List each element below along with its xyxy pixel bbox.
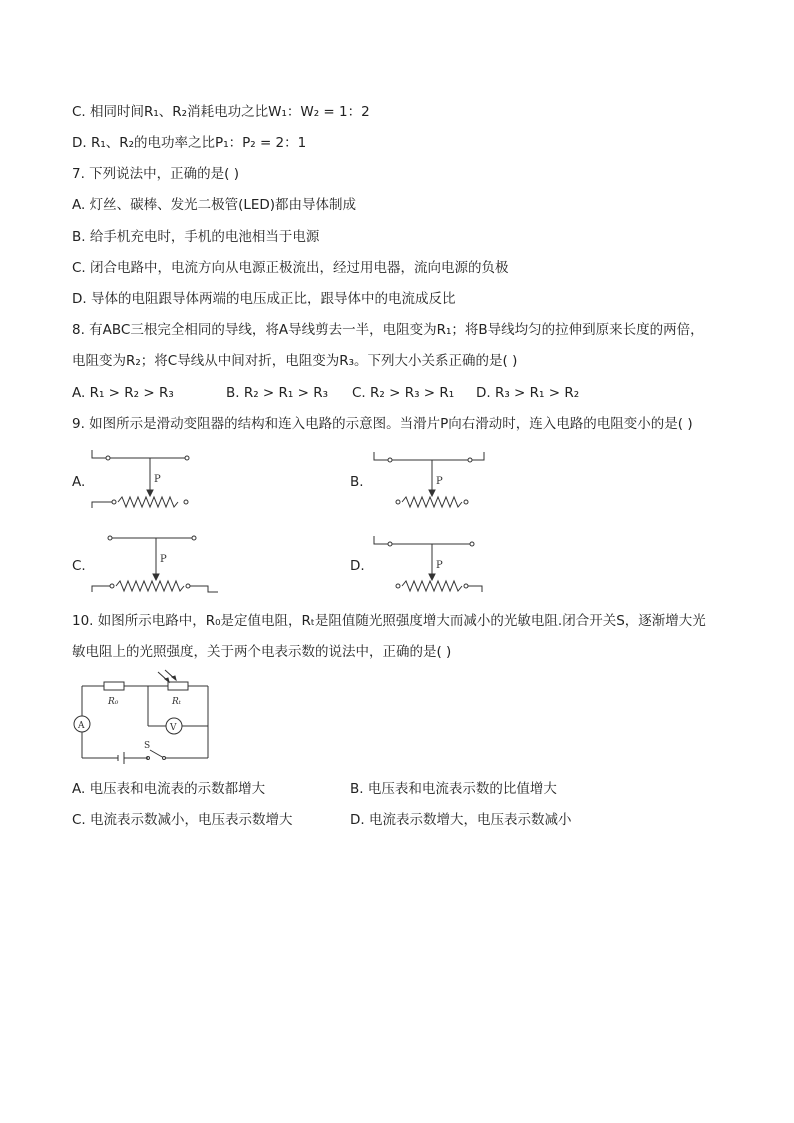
slider-label-c: P [160,554,167,565]
slider-label-a: P [154,474,161,485]
fixed-resistor-r0 [104,682,124,690]
q9-label-b: B. [350,474,364,490]
q10-option-a: A. 电压表和电流表的示数都增大 [72,781,266,797]
q8-option-a: A. R₁ > R₂ > R₃ [72,385,174,401]
rheostat-diagram-b [370,446,490,510]
q10-stem-line2: 敏电阻上的光照强度，关于两个电表示数的说法中，正确的是( ) [72,644,452,660]
slider-label-b: P [436,476,443,487]
q9-label-d: D. [350,558,365,574]
q6-option-d: D. R₁、R₂的电功率之比P₁：P₂ = 2：1 [72,135,307,151]
q6-option-c: C. 相同时间R₁、R₂消耗电功之比W₁：W₂ = 1：2 [72,104,370,120]
q8-option-d: D. R₃ > R₁ > R₂ [476,385,580,401]
q8-option-c: C. R₂ > R₃ > R₁ [352,385,455,401]
q10-stem-line1: 10. 如图所示电路中，R₀是定值电阻，Rₜ是阻值随光照强度增大而减小的光敏电阻.闭合开关S，逐渐增大光 [72,613,706,629]
rheostat-diagram-d [370,530,490,594]
q8-option-b: B. R₂ > R₁ > R₃ [226,385,329,401]
q7-stem: 7. 下列说法中，正确的是( ) [72,166,239,182]
q7-option-c: C. 闭合电路中，电流方向从电源正极流出，经过用电器，流向电源的负极 [72,260,509,276]
ammeter-label: A [78,721,85,731]
switch-label: S [144,741,151,751]
q8-stem-line1: 8. 有ABC三根完全相同的导线，将A导线剪去一半，电阻变为R₁；将B导线均匀的拉伸到原来长度的两倍， [72,322,704,338]
q7-option-b: B. 给手机充电时，手机的电池相当于电源 [72,229,320,245]
q7-option-d: D. 导体的电阻跟导体两端的电压成正比，跟导体中的电流成反比 [72,291,456,307]
q9-label-c: C. [72,558,86,574]
q9-stem: 9. 如图所示是滑动变阻器的结构和连入电路的示意图。当滑片P向右滑动时，连入电路的电阻变小的是( ) [72,416,693,432]
q10-option-c: C. 电流表示数减小，电压表示数增大 [72,812,293,828]
q8-stem-line2: 电阻变为R₂；将C导线从中间对折，电阻变为R₃。下列大小关系正确的是( ) [72,353,518,369]
q9-label-a: A. [72,474,86,490]
rheostat-diagram-a [88,446,198,510]
slider-label-d: P [436,560,443,571]
photoresistor-rt [168,682,188,690]
voltmeter-label: V [170,723,177,733]
r0-label: R₀ [108,697,119,707]
light-sensor-circuit-diagram [72,668,216,764]
q7-option-a: A. 灯丝、碳棒、发光二极管(LED)都由导体制成 [72,197,357,213]
q10-option-b: B. 电压表和电流表示数的比值增大 [350,781,557,797]
q10-option-d: D. 电流表示数增大，电压表示数减小 [350,812,572,828]
rt-label: Rₜ [172,697,181,707]
rheostat-diagram-c [88,530,224,594]
